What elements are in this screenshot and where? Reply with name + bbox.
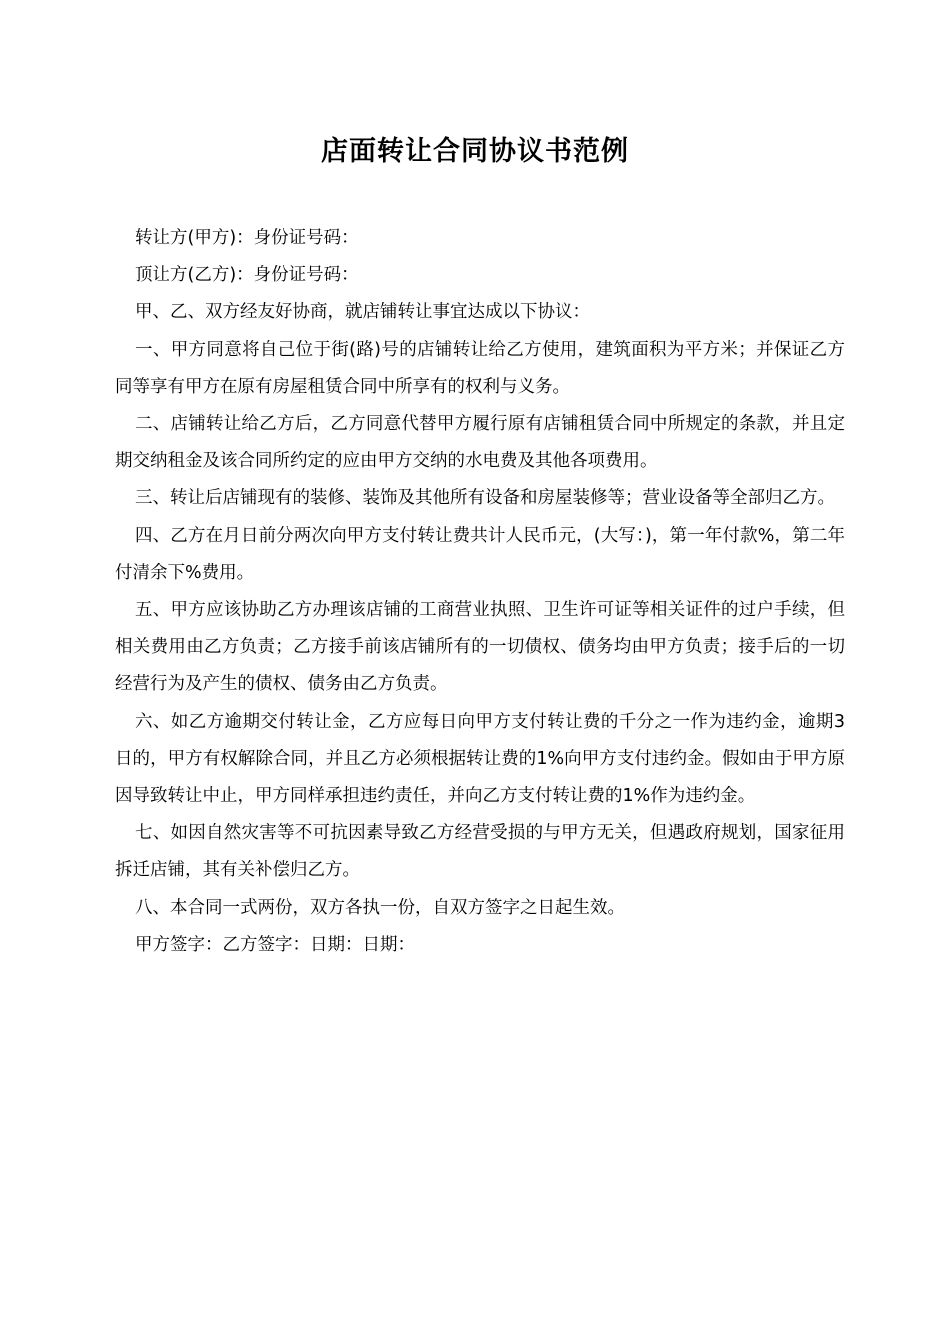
paragraph-clause-7: 七、如因自然灾害等不可抗因素导致乙方经营受损的与甲方无关，但遇政府规划，国家征用拆迁店铺，其有关补偿归乙方。 xyxy=(115,823,845,881)
document-title: 店面转让合同协议书范例 xyxy=(321,136,629,167)
paragraph-preamble: 甲、乙、双方经友好协商，就店铺转让事宜达成以下协议： xyxy=(135,302,590,323)
paragraph-signatures: 甲方签字：乙方签字：日期：日期： xyxy=(135,934,415,955)
paragraph-clause-5: 五、甲方应该协助乙方办理该店铺的工商营业执照、卫生许可证等相关证件的过户手续，但相关费用由乙方负责；乙方接手前该店铺所有的一切债权、债务均由甲方负责；接手后的一切经营行为及产生的债权、债务由乙方负责。 xyxy=(115,600,845,695)
paragraph-transferor: 转让方(甲方)：身份证号码： xyxy=(135,228,359,248)
paragraph-transferee: 顶让方(乙方)：身份证号码： xyxy=(135,265,359,286)
paragraph-clause-8: 八、本合同一式两份，双方各执一份，自双方签字之日起生效。 xyxy=(135,897,625,918)
paragraph-clause-2: 二、店铺转让给乙方后，乙方同意代替甲方履行原有店铺租赁合同中所规定的条款，并且定期交纳租金及该合同所约定的应由甲方交纳的水电费及其他各项费用。 xyxy=(115,414,845,472)
paragraph-clause-3: 三、转让后店铺现有的装修、装饰及其他所有设备和房屋装修等；营业设备等全部归乙方。 xyxy=(135,488,835,509)
document-body xyxy=(115,220,845,964)
paragraph-clause-4: 四、乙方在月日前分两次向甲方支付转让费共计人民币元，(大写：)，第一年付款%，第二年付清余下%费用。 xyxy=(115,525,845,583)
paragraph-clause-6: 六、如乙方逾期交付转让金，乙方应每日向甲方支付转让费的千分之一作为违约金，逾期3日的，甲方有权解除合同，并且乙方必须根据转让费的1%向甲方支付违约金。假如由于甲方原因导致转让中止，甲方同样承担违约责任，并向乙方支付转让费的1%作为违约金。 xyxy=(115,711,845,807)
paragraph-clause-1: 一、甲方同意将自己位于街(路)号的店铺转让给乙方使用，建筑面积为平方米；并保证乙方同等享有甲方在原有房屋租赁合同中所享有的权利与义务。 xyxy=(115,339,845,397)
